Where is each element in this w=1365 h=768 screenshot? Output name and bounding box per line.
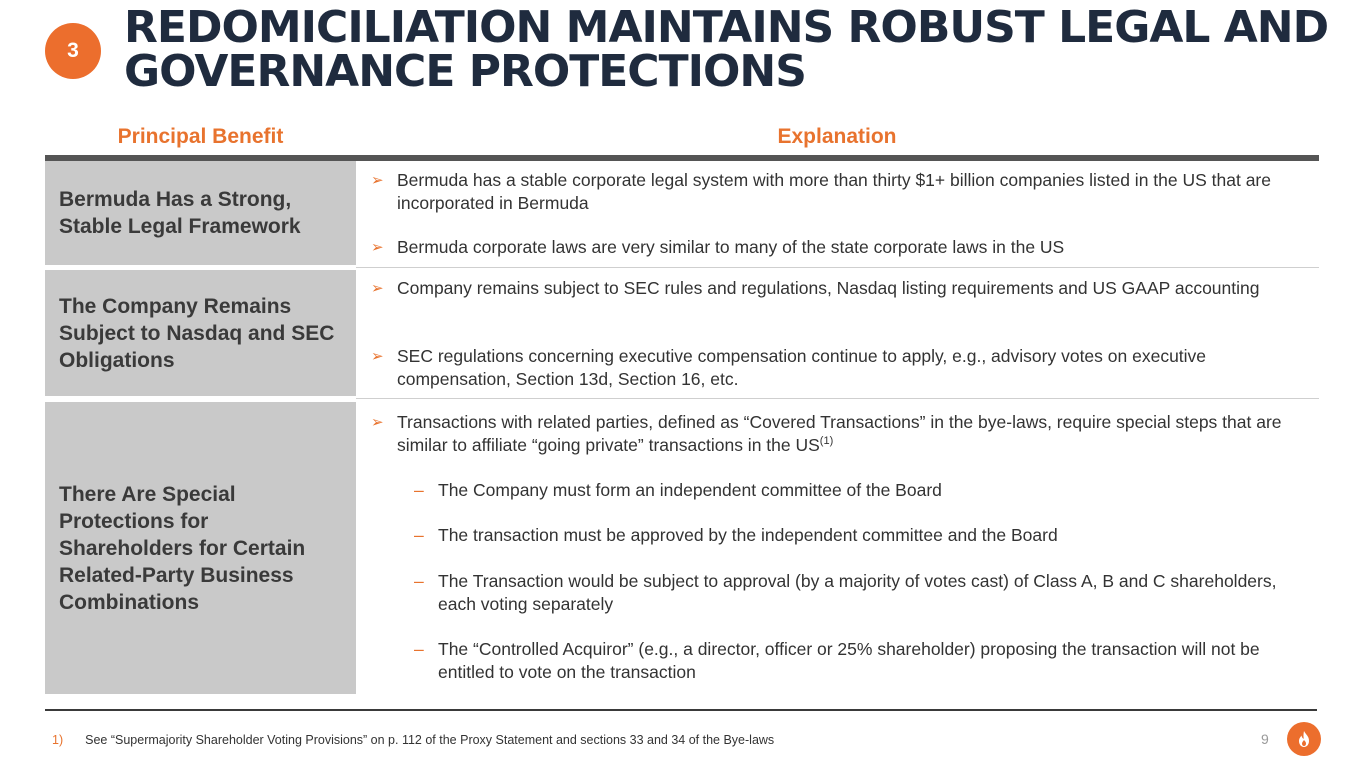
sub-bullet-item: – The “Controlled Acquiror” (e.g., a director, officer or 25% shareholder) proposing the transaction will not be entitled to vote on the transaction [414, 639, 1260, 682]
benefit-label: The Company Remains Subject to Nasdaq and SEC Obligations [59, 294, 335, 372]
dash-bullet-icon: – [414, 480, 424, 500]
footnote-text: See “Supermajority Shareholder Voting Provisions” on p. 112 of the Proxy Statement and sections 33 and 34 of the Bye-laws [85, 733, 775, 747]
sub-bullet-item: – The Company must form an independent committee of the Board [414, 480, 942, 500]
explanation-cell [356, 402, 1319, 694]
benefit-label: Bermuda Has a Strong, Stable Legal Framework [59, 188, 301, 238]
sub-bullet-item: – The Transaction would be subject to approval (by a majority of votes cast) of Class A, B and C shareholders, each voting separately [414, 571, 1277, 614]
bullet-item: ➢ Bermuda has a stable corporate legal system with more than thirty $1+ billion companies listed in the US that are incorporated in Bermuda [371, 170, 1271, 213]
arrow-bullet-icon: ➢ [371, 239, 384, 256]
benefit-cell [45, 402, 356, 694]
arrow-bullet-icon: ➢ [371, 414, 384, 431]
arrow-bullet-icon: ➢ [371, 348, 384, 365]
benefit-cell [45, 161, 356, 265]
table-row [45, 402, 1319, 694]
column-header-explanation: Explanation [777, 125, 897, 148]
footnote-number: 1) [52, 733, 64, 747]
bullet-item: ➢ Company remains subject to SEC rules and regulations, Nasdaq listing requirements and US GAAP accounting [371, 278, 1260, 298]
row-divider [356, 398, 1319, 399]
arrow-bullet-icon: ➢ [371, 172, 384, 189]
dash-bullet-icon: – [414, 525, 424, 545]
arrow-bullet-icon: ➢ [371, 280, 384, 297]
explanation-cell [356, 161, 1319, 265]
page-number: 9 [1261, 731, 1269, 747]
explanation-cell [356, 270, 1319, 396]
title-line-2: GOVERNANCE PROTECTIONS [124, 46, 806, 97]
column-header-benefit: Principal Benefit [117, 125, 284, 148]
title-line-1: REDOMICILIATION MAINTAINS ROBUST LEGAL AND [124, 2, 1329, 53]
flame-logo-icon [1287, 722, 1321, 756]
benefit-cell [45, 270, 356, 396]
benefit-label: There Are Special Protections for Shareholders for Certain Related-Party Business Combinations [59, 482, 306, 614]
section-number-badge: 3 [45, 23, 101, 79]
bullet-item: ➢ Bermuda corporate laws are very similar to many of the state corporate laws in the US [371, 237, 1065, 257]
dash-bullet-icon: – [414, 571, 424, 591]
dash-bullet-icon: – [414, 639, 424, 659]
bullet-item: ➢ Transactions with related parties, defined as “Covered Transactions” in the bye-laws, require special steps that are similar to affiliate “going private” transactions in the US$^{(1)}$ [371, 412, 1282, 455]
table-row [45, 161, 1319, 265]
table-row [45, 270, 1319, 396]
sub-bullet-item: – The transaction must be approved by the independent committee and the Board [414, 525, 1058, 545]
slide-title [124, 2, 1344, 97]
flame-icon [1294, 729, 1314, 749]
footnote [52, 733, 774, 747]
bullet-item: ➢ SEC regulations concerning executive compensation continue to apply, e.g., advisory votes on executive compensation, Section 13d, Section 16, etc. [371, 346, 1207, 389]
row-divider [356, 267, 1319, 268]
footer-rule [45, 709, 1317, 711]
footnote-ref: (1) [819, 435, 834, 448]
